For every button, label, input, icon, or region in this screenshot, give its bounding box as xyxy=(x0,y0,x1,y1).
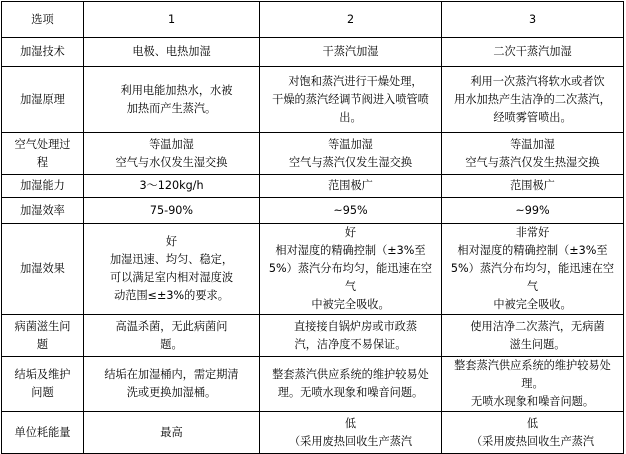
row-label-line: 加湿技术 xyxy=(20,45,65,58)
cell-line: 加热而产生蒸汽。 xyxy=(126,101,217,115)
row-principle xyxy=(2,67,624,133)
cell-line: 低 xyxy=(526,416,539,430)
row-bacteria xyxy=(2,315,624,357)
cell-line: 整套蒸汽供应系统的维护较易处 xyxy=(272,368,429,381)
row-label xyxy=(2,224,84,315)
row-label-line: 单位耗能量 xyxy=(14,425,71,439)
cell-option-1 xyxy=(84,224,260,315)
cell-line: 低 xyxy=(344,416,357,430)
cell-line: 利用一次蒸汽将软水或者饮 xyxy=(470,74,605,88)
row-label xyxy=(2,133,84,175)
cell-line: 理。无喷水现象和噪音问题。 xyxy=(277,386,424,399)
header-col-3: 3 xyxy=(442,2,624,38)
cell-option-1 xyxy=(84,175,260,198)
cell-line: 二次干蒸汽加湿 xyxy=(493,45,572,58)
cell-line: 范围极广 xyxy=(328,179,373,192)
cell-line: 可以满足室内相对湿度波 xyxy=(109,271,234,284)
cell-line: 5%）蒸汽分布均匀，能迅速在空气 xyxy=(268,262,433,293)
cell-option-3 xyxy=(442,38,624,67)
cell-option-1 xyxy=(84,198,260,224)
cell-option-2 xyxy=(260,357,442,412)
row-energy xyxy=(2,412,624,454)
cell-option-3 xyxy=(442,357,624,412)
cell-line: 高温杀菌，无此病菌问 xyxy=(115,319,228,333)
row-label-line: 程 xyxy=(36,155,49,169)
cell-option-2 xyxy=(260,198,442,224)
cell-line: 利用电能加热水，水被 xyxy=(120,83,233,97)
cell-line: 加湿迅速、均匀、稳定， xyxy=(109,253,234,266)
cell-line: 无喷水现象和噪音问题。 xyxy=(470,395,595,408)
row-label xyxy=(2,175,84,198)
cell-line: 中被完全吸收。 xyxy=(311,298,390,311)
header-col-2: 2 xyxy=(260,2,442,38)
row-label-line: 加湿效率 xyxy=(20,203,65,217)
row-label-line: 问题 xyxy=(31,386,54,399)
cell-option-3 xyxy=(442,315,624,357)
cell-line: 等温加湿 xyxy=(149,137,194,151)
cell-line: 中被完全吸收。 xyxy=(493,298,572,311)
cell-option-3 xyxy=(442,412,624,454)
row-effect xyxy=(2,224,624,315)
cell-line: 汽，洁净度不易保证。 xyxy=(294,337,407,351)
cell-line: 75-90% xyxy=(149,203,194,217)
cell-option-3 xyxy=(442,224,624,315)
cell-line: 直接接自锅炉房或市政蒸 xyxy=(293,319,418,333)
comparison-table xyxy=(1,1,624,454)
cell-line: 相对湿度的精确控制（±3%至 xyxy=(457,244,608,257)
row-label xyxy=(2,357,84,412)
cell-line: 整套蒸汽供应系统的维护较易处理。 xyxy=(454,359,611,390)
row-label-line: 加湿原理 xyxy=(20,92,65,106)
row-label-line: 病菌滋生问 xyxy=(14,319,71,333)
header-label-cell: 选项 xyxy=(2,2,84,38)
cell-line: 非常好 xyxy=(515,226,550,239)
cell-line: 3～120kg/h xyxy=(139,179,204,192)
cell-option-3 xyxy=(442,175,624,198)
cell-option-2 xyxy=(260,175,442,198)
cell-option-2 xyxy=(260,67,442,133)
cell-line: 干燥的蒸汽经调节阀进入喷管喷 xyxy=(272,92,429,106)
cell-line: 5%）蒸汽分布均匀，能迅速在空气 xyxy=(450,262,615,293)
cell-line: 用水加热产生洁净的二次蒸汽， xyxy=(454,92,611,106)
cell-line: 好 xyxy=(344,226,357,239)
row-label xyxy=(2,315,84,357)
cell-line: 干蒸汽加湿 xyxy=(322,45,379,58)
row-label-line: 加湿效果 xyxy=(20,262,65,275)
row-label xyxy=(2,198,84,224)
cell-line: 滋生问题。 xyxy=(509,337,566,351)
cell-option-1 xyxy=(84,357,260,412)
cell-line: 等温加湿 xyxy=(510,137,555,151)
cell-line: 对饱和蒸汽进行干燥处理， xyxy=(288,74,423,88)
header-col-1: 1 xyxy=(84,2,260,38)
cell-line: ~95% xyxy=(333,203,368,217)
cell-option-2 xyxy=(260,224,442,315)
row-air-process xyxy=(2,133,624,175)
row-capacity xyxy=(2,175,624,198)
cell-line: 出。 xyxy=(339,110,362,124)
cell-line: 题。 xyxy=(160,337,183,351)
cell-line: 好 xyxy=(165,235,178,248)
row-label-line: 空气处理过 xyxy=(14,137,71,151)
row-maintenance xyxy=(2,357,624,412)
cell-option-3 xyxy=(442,67,624,133)
row-label-line: 加湿能力 xyxy=(20,179,65,192)
cell-option-1 xyxy=(84,38,260,67)
row-technology xyxy=(2,38,624,67)
cell-line: 空气与水仅发生湿交换 xyxy=(115,155,228,169)
cell-line: （采用废热回收生产蒸汽 xyxy=(470,434,595,448)
cell-line: 结垢在加湿桶内，需定期清 xyxy=(104,368,239,381)
cell-line: 范围极广 xyxy=(510,179,555,192)
row-label xyxy=(2,67,84,133)
cell-option-3 xyxy=(442,198,624,224)
cell-line: 等温加湿 xyxy=(328,137,373,151)
cell-option-2 xyxy=(260,38,442,67)
cell-option-2 xyxy=(260,315,442,357)
row-label xyxy=(2,38,84,67)
cell-option-2 xyxy=(260,133,442,175)
row-label-line: 结垢及维护 xyxy=(14,368,71,381)
row-label xyxy=(2,412,84,454)
row-label-line: 题 xyxy=(36,337,49,351)
cell-option-1 xyxy=(84,412,260,454)
cell-option-1 xyxy=(84,67,260,133)
header-row xyxy=(2,2,624,38)
cell-line: 使用洁净二次蒸汽，无病菌 xyxy=(470,319,605,333)
cell-line: 空气与蒸汽仅发生热湿交换 xyxy=(465,155,600,169)
cell-option-2 xyxy=(260,412,442,454)
cell-line: 最高 xyxy=(160,425,183,439)
cell-line: 空气与蒸汽仅发生湿交换 xyxy=(288,155,413,169)
cell-option-1 xyxy=(84,133,260,175)
cell-line: ~99% xyxy=(515,203,550,217)
cell-line: 电极、电热加湿 xyxy=(132,45,211,58)
cell-line: 洗或更换加湿桶。 xyxy=(126,386,217,399)
cell-line: 动范围≤±3%的要求。 xyxy=(114,289,229,302)
cell-line: （采用废热回收生产蒸汽 xyxy=(288,434,413,448)
cell-option-3 xyxy=(442,133,624,175)
cell-line: 相对湿度的精确控制（±3%至 xyxy=(275,244,426,257)
cell-option-1 xyxy=(84,315,260,357)
cell-line: 经喷雾管喷出。 xyxy=(493,110,572,124)
row-efficiency xyxy=(2,198,624,224)
